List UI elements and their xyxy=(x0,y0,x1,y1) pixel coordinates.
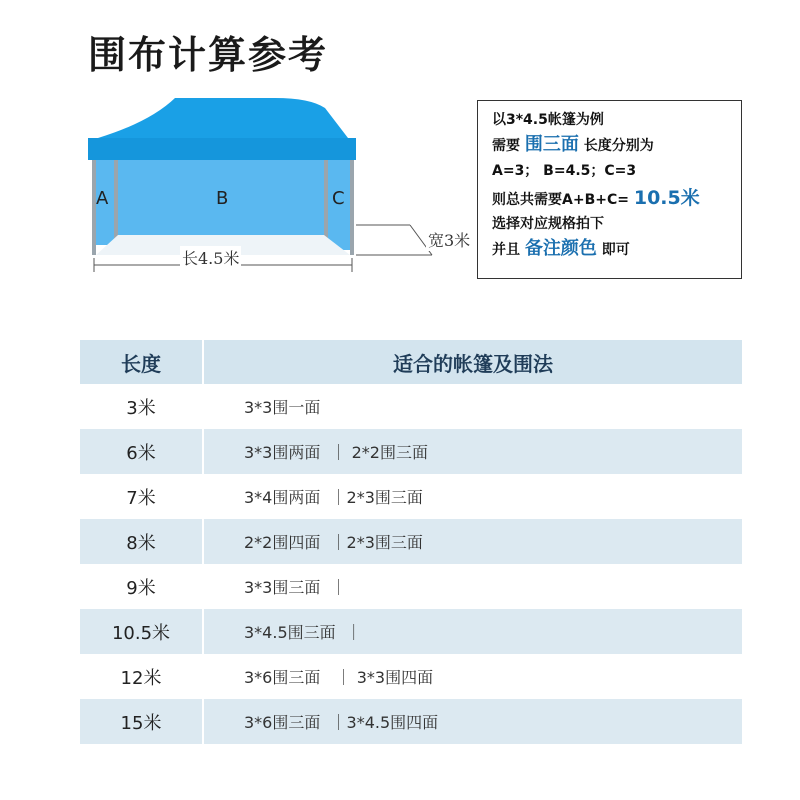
header-desc: 适合的帐篷及围法 xyxy=(393,351,553,376)
table-row xyxy=(80,609,742,654)
cell-desc: 3*3围一面 xyxy=(244,398,321,417)
cell-desc: 3*6围三面 ｜ 3*3围四面 xyxy=(244,668,434,687)
table-row xyxy=(80,519,742,564)
info-line-5: 选择对应规格拍下 xyxy=(492,215,604,232)
cell-length: 15米 xyxy=(120,712,162,734)
table-row xyxy=(80,474,742,519)
info-highlight-total: 10.5米 xyxy=(633,186,700,209)
info-highlight-sides: 围三面 xyxy=(524,134,579,156)
table-row xyxy=(80,564,742,609)
info-line-2: 需要 围三面 长度分别为 xyxy=(492,134,654,156)
table-header xyxy=(80,340,742,384)
wall-b-label: B xyxy=(216,188,229,209)
length-label: 长4.5米 xyxy=(180,246,241,269)
table-row xyxy=(80,699,742,744)
tent-leg-right xyxy=(350,160,354,255)
table-row xyxy=(80,654,742,699)
cell-desc: 3*3围两面 ｜ 2*2围三面 xyxy=(244,443,428,462)
cell-length: 3米 xyxy=(126,397,156,419)
cell-length: 9米 xyxy=(126,577,156,599)
cell-desc: 3*4.5围三面 ｜ xyxy=(244,623,362,642)
tent-post-inner-right xyxy=(324,160,328,245)
cell-desc: 3*6围三面 ｜3*4.5围四面 xyxy=(244,713,439,732)
cell-length: 6米 xyxy=(126,442,156,464)
cell-desc: 3*3围三面 ｜ xyxy=(244,578,347,597)
header-length: 长度 xyxy=(121,351,161,376)
cell-length: 8米 xyxy=(126,532,156,554)
example-info-box xyxy=(477,100,742,279)
width-label: 宽3米 xyxy=(426,228,472,251)
tent-diagram xyxy=(80,90,480,290)
wall-c-label: C xyxy=(332,188,345,209)
info-line-1: 以3*4.5帐篷为例 xyxy=(492,112,604,128)
info-highlight-color: 备注颜色 xyxy=(524,238,597,260)
cell-length: 7米 xyxy=(126,487,156,509)
info-line-6: 并且 备注颜色 即可 xyxy=(492,238,630,260)
cell-length: 12米 xyxy=(120,667,162,689)
wall-a-label: A xyxy=(96,188,109,209)
info-line-3: A=3； B=4.5；C=3 xyxy=(492,163,637,180)
tent-valance xyxy=(88,138,356,160)
cell-desc: 2*2围四面 ｜2*3围三面 xyxy=(244,533,423,552)
cell-length: 10.5米 xyxy=(111,622,171,644)
cell-desc: 3*4围两面 ｜2*3围三面 xyxy=(244,488,423,507)
table-row xyxy=(80,429,742,474)
length-reference-table xyxy=(80,340,742,744)
page-title: 围布计算参考 xyxy=(88,33,329,77)
tent-post-inner-left xyxy=(114,160,118,245)
table-row xyxy=(80,384,742,429)
info-line-4: 则总共需要A+B+C= 10.5米 xyxy=(492,186,700,209)
tent-illustration xyxy=(80,90,480,290)
